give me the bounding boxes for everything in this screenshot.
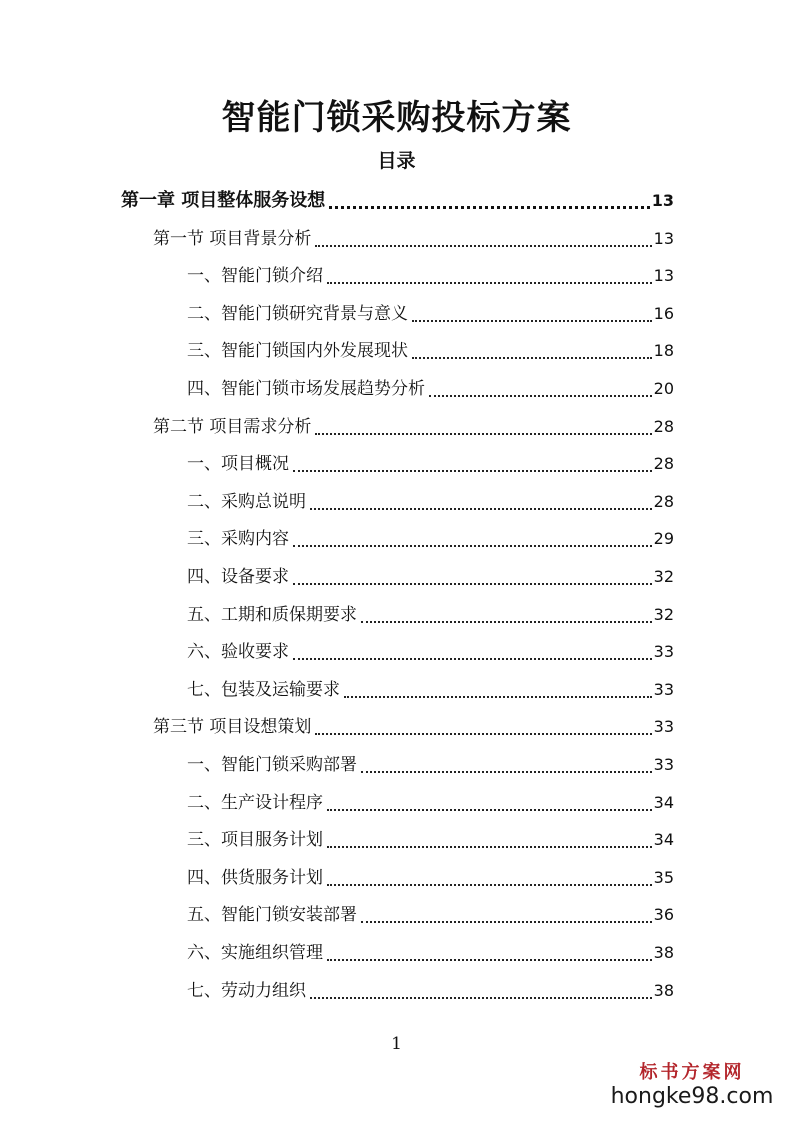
toc-entry-page: 16	[653, 304, 674, 323]
document-title: 智能门锁采购投标方案	[221, 98, 572, 138]
toc-entry-page: 33	[653, 642, 674, 661]
toc-entry-label: 六、验收要求	[187, 642, 289, 662]
toc-entry[interactable]	[153, 708, 674, 738]
toc-entry-label: 七、劳动力组织	[187, 981, 306, 1001]
toc-entry-label: 四、供货服务计划	[187, 868, 323, 888]
toc-leader-dots	[293, 657, 652, 660]
toc-entry-page: 20	[653, 379, 674, 398]
toc-entry-page: 38	[653, 981, 674, 1000]
toc-entry[interactable]	[187, 520, 674, 550]
toc-leader-dots	[327, 883, 652, 886]
toc-entry[interactable]	[187, 821, 674, 851]
toc-entry[interactable]	[153, 408, 674, 438]
toc-leader-dots	[293, 469, 652, 472]
toc-entry[interactable]	[187, 896, 674, 926]
toc-leader-dots	[315, 244, 651, 247]
toc-leader-dots	[429, 394, 652, 397]
watermark-logo	[607, 1062, 777, 1110]
toc-entry-label: 一、项目概况	[187, 454, 289, 474]
toc-leader-dots	[310, 996, 652, 999]
toc-entry-label: 六、实施组织管理	[187, 943, 323, 963]
toc-entry-label: 三、智能门锁国内外发展现状	[187, 341, 408, 361]
toc-entry-label: 第一节 项目背景分析	[153, 229, 312, 249]
toc-entry[interactable]	[187, 596, 674, 626]
toc-leader-dots	[293, 544, 652, 547]
toc-entry-page: 13	[653, 266, 674, 285]
toc-heading: 目录	[377, 150, 416, 172]
toc-leader-dots	[310, 507, 652, 510]
toc-leader-dots	[361, 770, 652, 773]
toc-entry[interactable]	[187, 859, 674, 889]
toc-entry-label: 三、项目服务计划	[187, 830, 323, 850]
toc-entry[interactable]	[187, 445, 674, 475]
toc-entry[interactable]	[187, 746, 674, 776]
toc-entry-label: 四、智能门锁市场发展趋势分析	[187, 379, 425, 399]
toc-entry[interactable]	[121, 182, 674, 212]
toc-leader-dots	[361, 620, 652, 623]
toc-entry-page: 32	[653, 605, 674, 624]
toc-entry[interactable]	[187, 332, 674, 362]
toc-entry[interactable]	[187, 257, 674, 287]
toc-entry-label: 二、生产设计程序	[187, 793, 323, 813]
toc-entry-page: 35	[653, 868, 674, 887]
toc-leader-dots	[361, 920, 652, 923]
toc-entry-label: 第二节 项目需求分析	[153, 417, 312, 437]
toc-entry-page: 32	[653, 567, 674, 586]
toc-leader-dots	[327, 808, 652, 811]
toc-leader-dots	[412, 319, 652, 322]
toc-entry[interactable]	[187, 558, 674, 588]
toc-leader-dots	[327, 958, 652, 961]
toc-entry-label: 四、设备要求	[187, 567, 289, 587]
toc-entry-page: 34	[653, 830, 674, 849]
toc-leader-dots	[293, 582, 652, 585]
toc-entry-label: 五、智能门锁安装部署	[187, 905, 357, 925]
toc-entry-label: 二、采购总说明	[187, 492, 306, 512]
toc-entry-label: 二、智能门锁研究背景与意义	[187, 304, 408, 324]
page-number: 1	[391, 1034, 402, 1054]
toc-entry-page: 28	[653, 417, 674, 436]
toc-entry-page: 33	[653, 680, 674, 699]
toc-leader-dots	[327, 845, 652, 848]
toc-entry-label: 五、工期和质保期要求	[187, 605, 357, 625]
toc-entry-page: 18	[653, 341, 674, 360]
toc-entry[interactable]	[187, 633, 674, 663]
toc-leader-dots	[315, 432, 651, 435]
toc-entry-page: 38	[653, 943, 674, 962]
toc-entry[interactable]	[187, 671, 674, 701]
watermark-name: 标书方案网	[639, 1062, 745, 1083]
toc-entry[interactable]	[153, 220, 674, 250]
toc-leader-dots	[315, 732, 651, 735]
toc-entry-page: 28	[653, 492, 674, 511]
toc-entry-label: 第一章 项目整体服务设想	[121, 190, 326, 211]
toc-leader-dots	[344, 695, 652, 698]
toc-entry[interactable]	[187, 784, 674, 814]
toc-entry-label: 第三节 项目设想策划	[153, 717, 312, 737]
toc-entry-page: 13	[653, 229, 674, 248]
toc-entry[interactable]	[187, 972, 674, 1002]
toc-entry-page: 33	[653, 755, 674, 774]
toc-entry-page: 33	[653, 717, 674, 736]
toc-entry-page: 34	[653, 793, 674, 812]
toc-entry[interactable]	[187, 370, 674, 400]
watermark-site: hongke98.com	[610, 1084, 774, 1109]
toc-entry-page: 13	[651, 191, 674, 210]
toc-entry-label: 七、包装及运输要求	[187, 680, 340, 700]
toc-entry-page: 28	[653, 454, 674, 473]
toc-entry[interactable]	[187, 934, 674, 964]
toc-entry-label: 三、采购内容	[187, 529, 289, 549]
toc-leader-dots	[329, 205, 649, 209]
toc-entry[interactable]	[187, 483, 674, 513]
toc-leader-dots	[412, 356, 652, 359]
toc-leader-dots	[327, 281, 652, 284]
toc-entry[interactable]	[187, 295, 674, 325]
toc-entry-page: 29	[653, 529, 674, 548]
toc-entry-label: 一、智能门锁介绍	[187, 266, 323, 286]
toc-entry-page: 36	[653, 905, 674, 924]
toc-entry-label: 一、智能门锁采购部署	[187, 755, 357, 775]
